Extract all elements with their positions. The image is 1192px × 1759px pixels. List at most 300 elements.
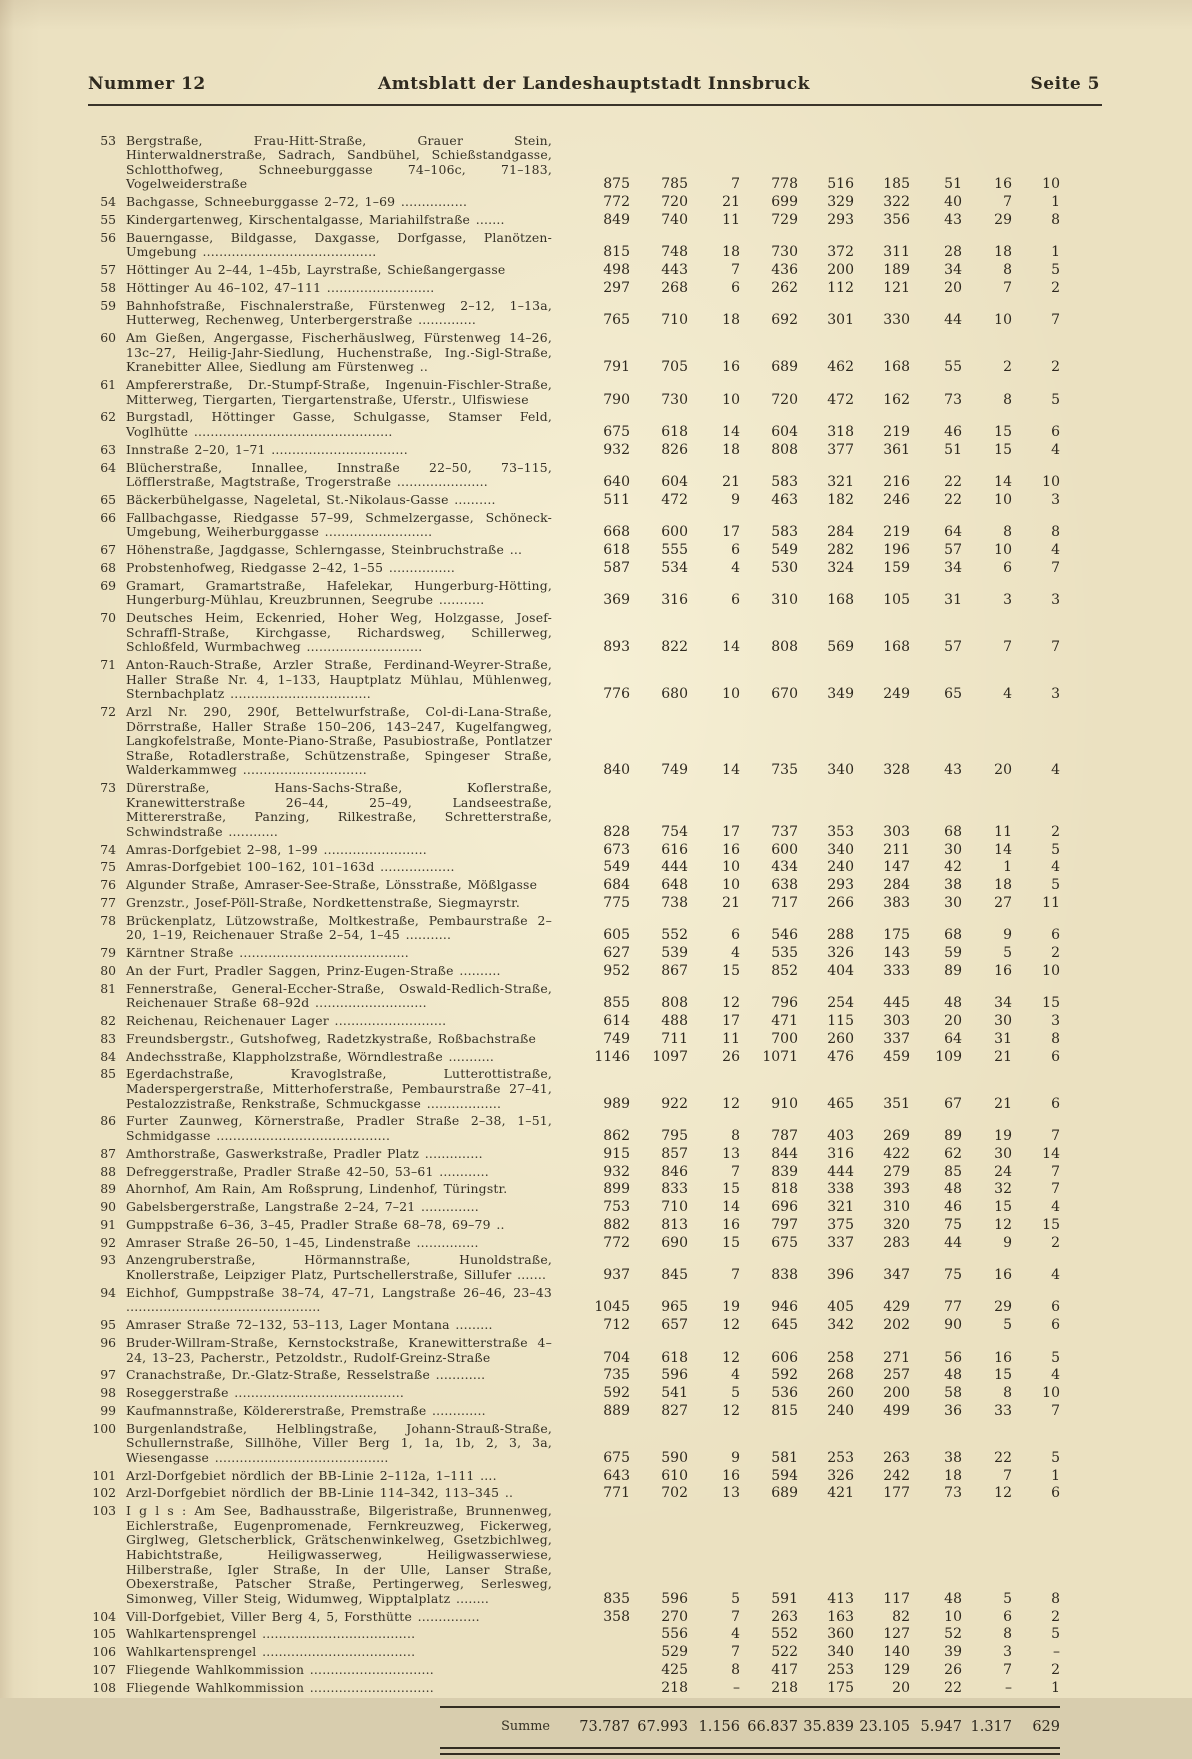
value-cell: 20 — [944, 279, 962, 296]
value-cell: 1071 — [762, 1048, 798, 1065]
value-cell: 311 — [883, 244, 910, 261]
value-cell: 121 — [883, 279, 910, 296]
value-cell: 529 — [661, 1644, 688, 1661]
value-cell: 6 — [1051, 1317, 1060, 1334]
value-cell: 569 — [827, 639, 854, 656]
value-cell: 360 — [827, 1626, 854, 1643]
value-cell: 11 — [1042, 895, 1060, 911]
precinct-number: 82 — [100, 1013, 116, 1029]
value-cell: 7 — [1051, 1163, 1060, 1180]
table-row — [88, 1048, 1060, 1066]
value-cell: 46 — [944, 1199, 962, 1216]
value-cell: 594 — [771, 1467, 798, 1484]
value-cell: 20 — [994, 762, 1012, 779]
value-cell: 922 — [661, 1095, 688, 1112]
value-cell: 40 — [944, 194, 962, 211]
value-cell: 17 — [722, 823, 740, 840]
value-cell: 673 — [603, 841, 630, 858]
value-cell: 21 — [722, 895, 740, 911]
value-cell: 268 — [827, 1367, 854, 1384]
sum-value: 66.837 — [747, 1718, 798, 1735]
precinct-streets: Amras-Dorfgebiet 100–162, 101–163d .................. — [126, 859, 455, 875]
value-cell: 253 — [827, 1661, 854, 1678]
value-cell: 46 — [944, 423, 962, 440]
value-cell: 89 — [944, 962, 962, 979]
value-cell: 89 — [944, 1128, 962, 1144]
value-cell: 288 — [827, 927, 854, 944]
table-row — [88, 1644, 1060, 1662]
precinct-number: 88 — [100, 1163, 116, 1179]
value-cell: 549 — [771, 542, 798, 559]
value-cell: 117 — [883, 1590, 910, 1607]
value-cell: 833 — [661, 1181, 688, 1198]
value-cell: 1146 — [594, 1048, 630, 1065]
precinct-streets: Egerdachstraße, Kravoglstraße, Lutterottistraße, Maderspergerstraße, Mitterhoferstraße, Pembaurstraße 27–41, Pestalozzistraße, Renkstraße, Schmuckgasse .................. — [126, 1066, 552, 1111]
value-cell: 318 — [827, 423, 854, 440]
table-row — [88, 1467, 1060, 1485]
value-cell: 211 — [883, 841, 910, 858]
value-cell: 242 — [883, 1467, 910, 1484]
precinct-streets: An der Furt, Pradler Saggen, Prinz-Eugen-Straße .......... — [126, 962, 501, 978]
results-table-wrap — [88, 132, 1060, 1759]
value-cell: 356 — [883, 211, 910, 228]
value-cell: 443 — [661, 262, 688, 279]
value-cell: 8 — [1003, 391, 1012, 408]
value-cell: 6 — [1051, 1048, 1060, 1065]
value-cell: 587 — [603, 559, 630, 576]
value-cell: 14 — [722, 639, 740, 656]
value-cell: 702 — [661, 1485, 688, 1502]
precinct-number: 106 — [92, 1644, 116, 1660]
value-cell: 749 — [661, 762, 688, 779]
value-cell: 369 — [603, 592, 630, 609]
value-cell: 396 — [827, 1267, 854, 1284]
precinct-streets: Kärntner Straße ......................................... — [126, 945, 409, 961]
value-cell: 185 — [883, 176, 910, 193]
precinct-streets: Wahlkartensprengel ..................................... — [126, 1626, 416, 1642]
value-cell: 14 — [722, 1199, 740, 1216]
value-cell: 218 — [771, 1679, 798, 1696]
value-cell: 591 — [771, 1590, 798, 1607]
value-cell: 539 — [661, 945, 688, 962]
table-row — [88, 945, 1060, 963]
value-cell: 200 — [827, 262, 854, 279]
value-cell: 2 — [1051, 359, 1060, 376]
value-cell: 4 — [1051, 1199, 1060, 1216]
precinct-streets: Fallbachgasse, Riedgasse 57–99, Schmelzergasse, Schöneck-Umgebung, Weiherburggasse .......................... — [126, 509, 552, 540]
value-cell: 862 — [603, 1128, 630, 1144]
value-cell: 15 — [722, 962, 740, 979]
value-cell: 75 — [944, 1216, 962, 1233]
table-row — [88, 1199, 1060, 1217]
precinct-streets: Freundsbergstr., Gutshofweg, Radetzkystraße, Roßbachstraße — [126, 1030, 537, 1046]
value-cell: 867 — [661, 962, 688, 979]
value-cell: 610 — [661, 1467, 688, 1484]
value-cell: 15 — [722, 1234, 740, 1251]
value-cell: 600 — [771, 841, 798, 858]
value-cell: 4 — [1051, 859, 1060, 876]
value-cell: 38 — [944, 1449, 962, 1466]
precinct-number: 77 — [100, 895, 116, 910]
precinct-streets: Defreggerstraße, Pradler Straße 42–50, 53–61 ............ — [126, 1163, 489, 1179]
value-cell: 297 — [603, 279, 630, 296]
precinct-streets: Bauerngasse, Bildgasse, Daxgasse, Dorfgasse, Planötzen-Umgebung .......................................... — [126, 229, 552, 260]
value-cell: 240 — [827, 859, 854, 876]
precinct-number: 58 — [100, 279, 116, 295]
value-cell: 7 — [731, 262, 740, 279]
value-cell: 33 — [994, 1402, 1012, 1419]
value-cell: 7 — [1051, 1181, 1060, 1198]
value-cell: 16 — [994, 1349, 1012, 1366]
value-cell: 5 — [1003, 945, 1012, 962]
value-cell: 52 — [944, 1626, 962, 1643]
value-cell: 965 — [661, 1299, 688, 1316]
sum-value: 73.787 — [579, 1718, 630, 1735]
value-cell: 462 — [827, 359, 854, 376]
precinct-streets: Gramart, Gramartstraße, Hafelekar, Hungerburg-Hötting, Hungerburg-Mühlau, Kreuzbrunnen, Seegrube ........... — [126, 577, 552, 608]
value-cell: 795 — [661, 1128, 688, 1144]
value-cell: 361 — [883, 441, 910, 458]
value-cell: 5 — [1051, 262, 1060, 279]
value-cell: 20 — [892, 1679, 910, 1696]
value-cell: 246 — [883, 491, 910, 508]
value-cell: 5 — [1051, 877, 1060, 894]
table-row — [88, 1252, 1060, 1284]
value-cell: 7 — [731, 1644, 740, 1661]
sum-value: 67.993 — [637, 1718, 688, 1735]
value-cell: 68 — [944, 927, 962, 944]
precinct-number: 95 — [100, 1317, 116, 1333]
value-cell: 321 — [827, 474, 854, 491]
precinct-streets: Bachgasse, Schneeburggasse 2–72, 1–69 ................ — [126, 194, 468, 210]
value-cell: 328 — [883, 762, 910, 779]
value-cell: 749 — [603, 1030, 630, 1047]
value-cell: 14 — [1042, 1145, 1060, 1162]
value-cell: 19 — [994, 1128, 1012, 1144]
value-cell: 48 — [944, 1181, 962, 1198]
value-cell: 383 — [883, 895, 910, 911]
precinct-number: 94 — [100, 1284, 116, 1300]
value-cell: 2 — [1051, 1608, 1060, 1625]
precinct-number: 103 — [92, 1503, 116, 1519]
value-cell: 849 — [603, 211, 630, 228]
value-cell: 404 — [827, 962, 854, 979]
precinct-streets: Amraser Straße 26–50, 1–45, Lindenstraße ............... — [126, 1234, 479, 1250]
value-cell: 730 — [661, 391, 688, 408]
precinct-number: 70 — [100, 610, 116, 625]
table-row — [88, 132, 1060, 194]
value-cell: 3 — [1051, 1013, 1060, 1030]
value-cell: 340 — [827, 1644, 854, 1661]
value-cell: 18 — [722, 312, 740, 329]
value-cell: 737 — [771, 823, 798, 840]
value-cell: 717 — [771, 895, 798, 911]
table-row — [88, 441, 1060, 459]
precinct-streets: Roseggerstraße ......................................... — [126, 1385, 404, 1401]
value-cell: 765 — [603, 312, 630, 329]
value-cell: 57 — [944, 542, 962, 559]
value-cell: 522 — [771, 1644, 798, 1661]
value-cell: 4 — [1003, 686, 1012, 703]
sum-value: 35.839 — [803, 1718, 854, 1735]
value-cell: 839 — [771, 1163, 798, 1180]
value-cell: 8 — [1051, 211, 1060, 228]
table-row — [88, 912, 1060, 944]
value-cell: 583 — [771, 524, 798, 541]
value-cell: 3 — [1051, 491, 1060, 508]
value-cell: 147 — [883, 859, 910, 876]
value-cell: 748 — [661, 244, 688, 261]
value-cell: 10 — [722, 686, 740, 703]
sum-value: 5.947 — [920, 1718, 962, 1735]
value-cell: 240 — [827, 1402, 854, 1419]
value-cell: 778 — [771, 176, 798, 193]
value-cell: 177 — [883, 1485, 910, 1502]
value-cell: 253 — [827, 1449, 854, 1466]
value-cell: 791 — [603, 359, 630, 376]
value-cell: 776 — [603, 686, 630, 703]
value-cell: 6 — [1003, 559, 1012, 576]
precinct-streets: Fliegende Wahlkommission .............................. — [126, 1661, 434, 1677]
value-cell: 68 — [944, 823, 962, 840]
precinct-number: 104 — [92, 1608, 116, 1624]
value-cell: 175 — [827, 1679, 854, 1696]
precinct-streets: Cranachstraße, Dr.-Glatz-Straße, Resselstraße ............ — [126, 1367, 486, 1383]
value-cell: 10 — [1042, 176, 1060, 193]
value-cell: 316 — [827, 1145, 854, 1162]
value-cell: 9 — [731, 491, 740, 508]
value-cell: – — [1005, 1679, 1012, 1696]
value-cell: 284 — [883, 877, 910, 894]
value-cell: 796 — [771, 995, 798, 1012]
value-cell: 326 — [827, 945, 854, 962]
precinct-number: 107 — [92, 1661, 116, 1677]
value-cell: 44 — [944, 1234, 962, 1251]
value-cell: 7 — [1051, 559, 1060, 576]
precinct-streets: Grenzstr., Josef-Pöll-Straße, Nordkettenstraße, Siegmayrstr. — [126, 895, 521, 910]
value-cell: 59 — [944, 945, 962, 962]
table-row — [88, 1367, 1060, 1385]
value-cell: 689 — [771, 1485, 798, 1502]
precinct-number: 73 — [100, 780, 116, 796]
value-cell: 21 — [722, 194, 740, 211]
value-cell: 692 — [771, 312, 798, 329]
value-cell: 30 — [944, 895, 962, 911]
value-cell: 516 — [827, 176, 854, 193]
value-cell: 705 — [661, 359, 688, 376]
value-cell: 377 — [827, 441, 854, 458]
table-row — [88, 1608, 1060, 1626]
value-cell: 772 — [603, 194, 630, 211]
value-cell: 4 — [1051, 762, 1060, 779]
value-cell: 58 — [944, 1385, 962, 1402]
sum-row — [88, 1708, 1060, 1737]
table-row — [88, 1145, 1060, 1163]
value-cell: 3 — [1003, 592, 1012, 609]
value-cell: 552 — [771, 1626, 798, 1643]
precinct-number: 67 — [100, 542, 116, 558]
value-cell: 38 — [944, 877, 962, 894]
table-row — [88, 1284, 1060, 1316]
value-cell: 785 — [661, 176, 688, 193]
value-cell: 13 — [722, 1485, 740, 1502]
value-cell: 7 — [1051, 1402, 1060, 1419]
value-cell: 18 — [944, 1467, 962, 1484]
value-cell: 618 — [603, 542, 630, 559]
table-row — [88, 1661, 1060, 1679]
value-cell: 488 — [661, 1013, 688, 1030]
value-cell: 258 — [827, 1349, 854, 1366]
value-cell: 640 — [603, 474, 630, 491]
value-cell: 6 — [1051, 1299, 1060, 1316]
value-cell: 643 — [603, 1467, 630, 1484]
value-cell: 48 — [944, 995, 962, 1012]
value-cell: 322 — [883, 194, 910, 211]
value-cell: 583 — [771, 474, 798, 491]
precinct-number: 92 — [100, 1234, 116, 1250]
value-cell: 320 — [883, 1216, 910, 1233]
value-cell: 541 — [661, 1385, 688, 1402]
value-cell: 330 — [883, 312, 910, 329]
value-cell: 82 — [892, 1608, 910, 1625]
value-cell: 6 — [1051, 423, 1060, 440]
value-cell: 476 — [827, 1048, 854, 1065]
value-cell: 754 — [661, 823, 688, 840]
value-cell: 471 — [771, 1013, 798, 1030]
value-cell: 720 — [771, 391, 798, 408]
table-row — [88, 211, 1060, 229]
precinct-number: 74 — [100, 841, 116, 857]
value-cell: 889 — [603, 1402, 630, 1419]
value-cell: 127 — [883, 1626, 910, 1643]
value-cell: 15 — [722, 1181, 740, 1198]
value-cell: 32 — [994, 1181, 1012, 1198]
table-row — [88, 780, 1060, 842]
value-cell: 21 — [722, 474, 740, 491]
value-cell: 581 — [771, 1449, 798, 1466]
precinct-number: 78 — [100, 912, 116, 928]
table-row — [88, 194, 1060, 212]
value-cell: 425 — [661, 1661, 688, 1678]
value-cell: 270 — [661, 1608, 688, 1625]
value-cell: 7 — [731, 1163, 740, 1180]
table-row — [88, 1030, 1060, 1048]
precinct-streets: Gumppstraße 6–36, 3–45, Pradler Straße 68–78, 69–79 .. — [126, 1216, 505, 1232]
value-cell: 808 — [771, 639, 798, 656]
value-cell: 844 — [771, 1145, 798, 1162]
value-cell: 638 — [771, 877, 798, 894]
value-cell: 115 — [827, 1013, 854, 1030]
value-cell: 787 — [771, 1128, 798, 1144]
value-cell: 168 — [883, 359, 910, 376]
table-row — [88, 279, 1060, 297]
value-cell: 690 — [661, 1234, 688, 1251]
precinct-number: 85 — [100, 1066, 116, 1082]
value-cell: 321 — [827, 1199, 854, 1216]
precinct-streets: Bergstraße, Frau-Hitt-Straße, Grauer Stein, Hinterwaldnerstraße, Sadrach, Sandbühel, Schießstandgasse, Schlotthofweg, Schneeburggasse 74–106c, 71–183, Vogelweiderstraße — [126, 132, 552, 192]
value-cell: 2 — [1051, 945, 1060, 962]
table-row — [88, 656, 1060, 703]
value-cell: 627 — [603, 945, 630, 962]
value-cell: 465 — [827, 1095, 854, 1112]
precinct-streets: Brückenplatz, Lützowstraße, Moltkestraße, Pembaurstraße 2–20, 1–19, Reichenauer Straße 2–54, 1–45 ........... — [126, 912, 552, 943]
value-cell: 6 — [731, 592, 740, 609]
value-cell: 338 — [827, 1181, 854, 1198]
value-cell: 324 — [827, 559, 854, 576]
value-cell: 16 — [994, 1267, 1012, 1284]
precinct-number: 65 — [100, 491, 116, 507]
value-cell: 14 — [722, 762, 740, 779]
value-cell: 710 — [661, 1199, 688, 1216]
value-cell: 775 — [603, 895, 630, 911]
value-cell: 472 — [661, 491, 688, 508]
value-cell: 645 — [771, 1317, 798, 1334]
precinct-number: 108 — [92, 1679, 116, 1695]
table-row — [88, 877, 1060, 895]
precinct-streets: Blücherstraße, Innallee, Innstraße 22–50, 73–115, Löfflerstraße, Magtstraße, Trogerstraße ...................... — [126, 459, 552, 490]
precinct-number: 75 — [100, 859, 116, 875]
value-cell: 30 — [994, 1145, 1012, 1162]
precinct-number: 91 — [100, 1216, 116, 1232]
precinct-streets: Ahornhof, Am Rain, Am Roßsprung, Lindenhof, Türingstr. — [126, 1181, 508, 1197]
value-cell: 342 — [827, 1317, 854, 1334]
value-cell: 6 — [1051, 1485, 1060, 1502]
value-cell: 12 — [722, 995, 740, 1012]
precinct-streets: Kaufmannstraße, Köldererstraße, Premstraße ............. — [126, 1402, 486, 1418]
value-cell: 952 — [603, 962, 630, 979]
value-cell: 910 — [771, 1095, 798, 1112]
value-cell: 129 — [883, 1661, 910, 1678]
value-cell: 2 — [1051, 823, 1060, 840]
value-cell: 592 — [771, 1367, 798, 1384]
value-cell: 675 — [771, 1234, 798, 1251]
value-cell: 7 — [731, 1608, 740, 1625]
value-cell: 15 — [1042, 1216, 1060, 1233]
value-cell: 65 — [944, 686, 962, 703]
value-cell: 1 — [1051, 244, 1060, 261]
precinct-streets: Amthorstraße, Gaswerkstraße, Pradler Platz .............. — [126, 1145, 483, 1161]
table-row — [88, 703, 1060, 779]
value-cell: 3 — [1003, 1644, 1012, 1661]
precinct-number: 83 — [100, 1030, 116, 1046]
value-cell: 8 — [1003, 524, 1012, 541]
value-cell: 6 — [1051, 1095, 1060, 1112]
value-cell: 262 — [771, 279, 798, 296]
value-cell: 57 — [944, 639, 962, 656]
value-cell: 828 — [603, 823, 630, 840]
table-row — [88, 1420, 1060, 1467]
value-cell: 6 — [1051, 927, 1060, 944]
value-cell: 704 — [603, 1349, 630, 1366]
issue-number: Nummer 12 — [88, 74, 206, 94]
precinct-number: 55 — [100, 211, 116, 227]
value-cell: 5 — [1051, 1349, 1060, 1366]
value-cell: 4 — [731, 945, 740, 962]
value-cell: 12 — [994, 1216, 1012, 1233]
value-cell: 790 — [603, 391, 630, 408]
value-cell: 4 — [1051, 542, 1060, 559]
value-cell: 20 — [944, 1013, 962, 1030]
value-cell: 668 — [603, 524, 630, 541]
value-cell: 64 — [944, 1030, 962, 1047]
value-cell: 282 — [827, 542, 854, 559]
precinct-number: 90 — [100, 1199, 116, 1215]
value-cell: 1097 — [652, 1048, 688, 1065]
value-cell: 75 — [944, 1267, 962, 1284]
value-cell: 16 — [722, 1467, 740, 1484]
value-cell: – — [733, 1679, 740, 1696]
value-cell: 15 — [994, 423, 1012, 440]
